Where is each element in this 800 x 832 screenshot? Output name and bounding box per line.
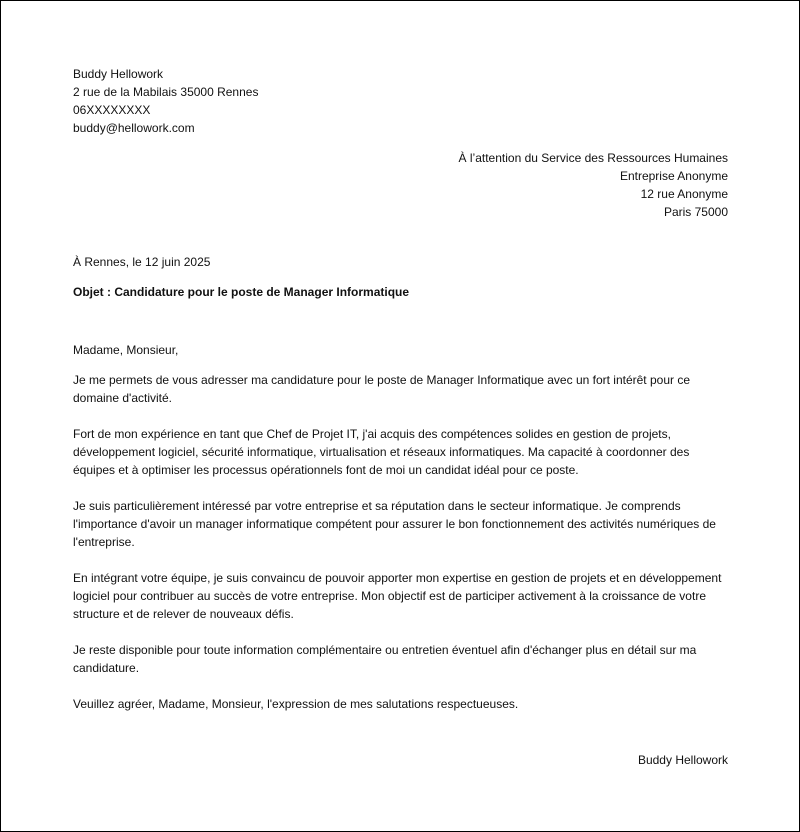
sender-block <box>73 65 728 137</box>
letter-paragraph: Je me permets de vous adresser ma candidature pour le poste de Manager Informatique avec un fort intérêt pour ce domaine d'activité. <box>73 373 691 405</box>
letter-paragraph: Je reste disponible pour toute information complémentaire ou entretien éventuel afin d'échanger plus en détail sur ma candidature. <box>73 643 697 675</box>
sender-phone: 06XXXXXXXX <box>73 103 151 117</box>
letter-signature: Buddy Hellowork <box>637 753 728 767</box>
letter-paragraph: En intégrant votre équipe, je suis convaincu de pouvoir apporter mon expertise en gestion de projets et en développement logiciel pour contribuer au succès de votre entreprise. Mon objectif est de participer activement à la croissance de votre structure et de relever de nouveaux défis. <box>73 571 722 621</box>
sender-name: Buddy Hellowork <box>73 67 164 81</box>
recipient-street: 12 rue Anonyme <box>640 187 728 201</box>
recipient-attention: À l’attention du Service des Ressources Humaines <box>458 151 728 165</box>
recipient-company: Entreprise Anonyme <box>619 169 728 183</box>
letter-paragraph: Je suis particulièrement intéressé par votre entreprise et sa réputation dans le secteur informatique. Je comprends l'importance d'avoir un manager informatique compétent pour assurer le bon fonctionnement des activités numériques de l'entreprise. <box>73 499 716 549</box>
letter-date: À Rennes, le 12 juin 2025 <box>73 255 211 269</box>
sender-email: buddy@hellowork.com <box>73 121 195 135</box>
letter-closing: Veuillez agréer, Madame, Monsieur, l'expression de mes salutations respectueuses. <box>73 697 519 711</box>
letter-paragraph: Fort de mon expérience en tant que Chef de Projet IT, j'ai acquis des compétences solides en gestion de projets, développement logiciel, sécurité informatique, virtualisation et réseaux informatiques. Ma capacité à coordonner des équipes et à optimiser les processus opérationnels font de moi un candidat idéal pour ce poste. <box>73 427 690 477</box>
recipient-block <box>73 149 728 221</box>
letter-salutation: Madame, Monsieur, <box>73 343 179 357</box>
recipient-city: Paris 75000 <box>663 205 728 219</box>
sender-address: 2 rue de la Mabilais 35000 Rennes <box>73 85 259 99</box>
letter-content <box>73 65 728 769</box>
letter-subject: Objet : Candidature pour le poste de Manager Informatique <box>73 285 410 299</box>
